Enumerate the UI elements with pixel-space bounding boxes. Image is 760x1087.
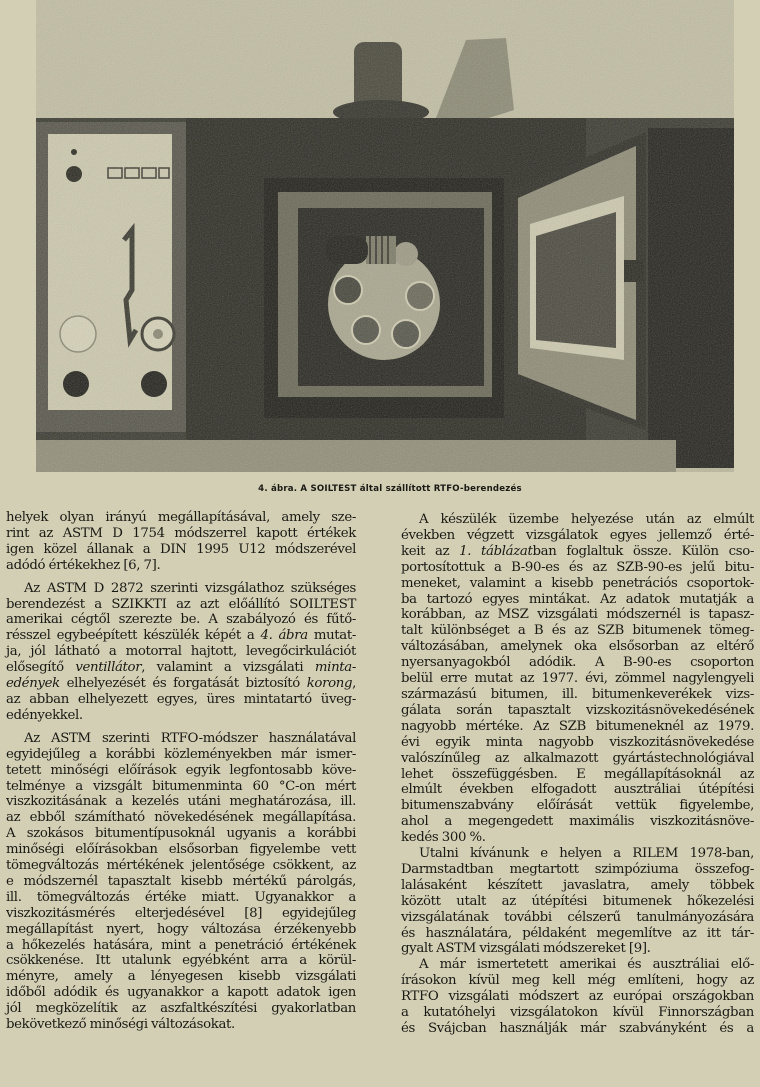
text-line: és Svájcban használják már szabványként és a: [401, 1021, 754, 1036]
italic-term: minta-: [314, 660, 356, 676]
text-line: tetett minőségi előírások egyik legfontosabb köve-: [6, 762, 356, 778]
text-line: adódó értékekhez [6, 7].: [6, 557, 161, 573]
text-line: meneket, valamint a kisebb penetrációs csoportok-: [401, 575, 754, 591]
text-line: viszkozitásának a kezelés utáni meghatározása, ill.: [6, 794, 356, 810]
text-line: belül erre mutat az 1977. évi, zömmel nagylengyeli: [401, 671, 754, 687]
left-column: [6, 510, 356, 1033]
text-line: egyidejűleg a korábbi közleményekben már ismer-: [6, 746, 356, 762]
text-line: igen közel állanak a DIN 1995 U12 módszerével: [6, 541, 356, 557]
text-line: [6, 676, 356, 692]
text-line: az ebből számítható növekedésének megállapítása.: [6, 810, 356, 826]
text-line: [6, 660, 356, 676]
italic-term: korong: [306, 676, 353, 692]
table-reference: 1. táblázat: [459, 543, 533, 559]
text-line: ahol a megengedett maximális viszkozitásnöve-: [401, 814, 754, 830]
italic-term: ventillátor: [75, 660, 142, 676]
paragraph: [401, 957, 754, 1037]
text-line: ba tartozó egyes mintákat. Az adatok mutatják a: [401, 591, 754, 607]
text-line: és használatára, példaként megemlítve az itt tár-: [401, 925, 754, 941]
text-line: csökkenése. Itt utalunk egyébként arra a körül-: [6, 953, 356, 969]
text-run: résszel egybeépített készülék képét a: [6, 628, 261, 644]
text-line: jól megközelítik az aszfaltkészítési gyakorlatban: [6, 1001, 356, 1017]
text-line: helyek olyan irányú megállapításával, amely sze-: [6, 510, 356, 525]
figure-caption-text: 4. ábra. A SOILTEST által szállított RTFO-berendezés: [258, 484, 522, 494]
figure-caption: [0, 484, 760, 494]
text-line: években végzett vizsgálatok egyes jellemző érté-: [401, 527, 754, 543]
text-line: bekövetkező minőségi változásokat.: [6, 1017, 235, 1033]
text-run: elősegítő: [6, 660, 76, 676]
text-line: A készülék üzembe helyezése után az elmúlt: [419, 512, 754, 527]
text-line: telménye a vizsgált bitumenminta 60 °C-on mért: [6, 778, 356, 794]
text-line: valószínűleg az alkalmazott gyártástechnológiával: [401, 750, 754, 766]
text-line: talt különbséget a B és az SZB bitumenek tömeg-: [401, 623, 754, 639]
text-run: elhelyezését és forgatását biztosító: [59, 676, 307, 692]
text-line: között utalt az útépítési bitumenek hőkezelési: [401, 893, 754, 909]
text-line: származású bitumen, ill. bitumenkeverékek vizs-: [401, 686, 754, 702]
text-line: a hőkezelés hatására, mint a penetráció értékének: [6, 937, 356, 953]
text-line: RTFO vizsgálati módszert az európai országokban: [401, 989, 754, 1005]
text-line: e módszernél tapasztalt kisebb mértékű párolgás,: [6, 873, 356, 889]
text-line: évi egyik minta nagyobb viszkozitásnövekedése: [401, 734, 754, 750]
text-line: ja, jól látható a motorral hajtott, levegőcirkulációt: [6, 644, 356, 660]
text-line: nyersanyagokból adódik. A B-90-es csoporton: [401, 655, 754, 671]
text-line: lehet összefüggésben. E megállapításoknál az: [401, 766, 754, 782]
paragraph: [6, 581, 356, 724]
text-line: vizsgálatának további célszerű tanulmányozására: [401, 909, 754, 925]
rtfo-apparatus-illustration: [36, 0, 734, 472]
text-line: A már ismertetett amerikai és ausztráliai elő-: [419, 957, 754, 973]
text-line: változásában, amelynek oka elsősorban az eltérő: [401, 639, 754, 655]
paragraph: [6, 731, 356, 1033]
paragraph: [6, 510, 356, 574]
text-line: kedés 300 %.: [401, 830, 486, 846]
text-line: lalásaként készített javaslatra, amely többek: [401, 877, 754, 893]
text-line: minőségi előírásokban elsősorban figyelembe vett: [6, 842, 356, 858]
text-line: korábban, az MSZ vizsgálati módszernél is tapasz-: [401, 607, 754, 623]
text-line: A szokásos bitumentípusoknál ugyanis a korábbi: [6, 826, 356, 842]
text-line: [6, 628, 356, 644]
text-line: berendezést a SZIKKTI az azt előállító SOILTEST: [6, 596, 356, 612]
text-line: ill. tömegváltozás értéke miatt. Ugyanakkor a: [6, 889, 356, 905]
figure-photo-rtfo-apparatus: [36, 0, 734, 472]
text-line: portosítottuk a B-90-es és az SZB-90-es jelű bitu-: [401, 559, 754, 575]
text-line: időből adódik és ugyanakkor a kapott adatok igen: [6, 985, 356, 1001]
text-line: bitumenszabvány előírását vettük figyelembe,: [401, 798, 754, 814]
figure-reference: 4. ábra: [260, 628, 308, 644]
text-run: , valamint a vizsgálati: [141, 660, 315, 676]
text-line: megállapítást nyert, hogy változása érzékenyebb: [6, 921, 356, 937]
text-line: [401, 544, 754, 560]
text-line: gálata során tapasztalt vizskozitásnövekedésének: [401, 702, 754, 718]
text-line: gyalt ASTM vizsgálati módszereket [9].: [401, 941, 651, 957]
text-run: ,: [352, 676, 356, 692]
text-line: tömegváltozás mértékének jelentősége csökkent, az: [6, 858, 356, 874]
text-run: ban foglaltuk össze. Külön cso-: [532, 543, 755, 559]
text-line: viszkozitásmérés elterjedésével [8] egyidejűleg: [6, 905, 356, 921]
right-column: [401, 512, 754, 1037]
paragraph: [401, 512, 754, 846]
text-line: nagyobb mértéke. Az SZB bitumeneknél az 1979.: [401, 718, 754, 734]
text-line: Az ASTM D 2872 szerinti vizsgálathoz szükséges: [24, 580, 356, 596]
text-line: edényekkel.: [6, 707, 83, 723]
text-line: rint az ASTM D 1754 módszerrel kapott értékek: [6, 525, 356, 541]
text-line: elmúlt években elfogadott ausztráliai útépítési: [401, 782, 754, 798]
text-line: a kutatóhelyi vizsgálatokon kívül Finnországban: [401, 1005, 754, 1021]
text-run: mutat-: [307, 628, 357, 644]
paragraph: [401, 846, 754, 957]
text-line: Utalni kívánunk e helyen a RILEM 1978-ban,: [419, 846, 754, 862]
text-line: Darmstadtban megtartott szimpóziuma összefog-: [401, 861, 754, 877]
italic-term: edények: [6, 676, 60, 692]
text-line: ményre, amely a lényegesen kisebb vizsgálati: [6, 969, 356, 985]
text-line: amerikai cégtől szerezte be. A szabályozó és fűtő-: [6, 612, 356, 628]
text-line: az abban elhelyezett egyes, üres mintatartó üveg-: [6, 691, 356, 707]
text-run: keit az: [401, 543, 460, 559]
text-line: írásokon kívül meg kell még említeni, hogy az: [401, 973, 754, 989]
text-line: Az ASTM szerinti RTFO-módszer használatával: [24, 730, 356, 746]
